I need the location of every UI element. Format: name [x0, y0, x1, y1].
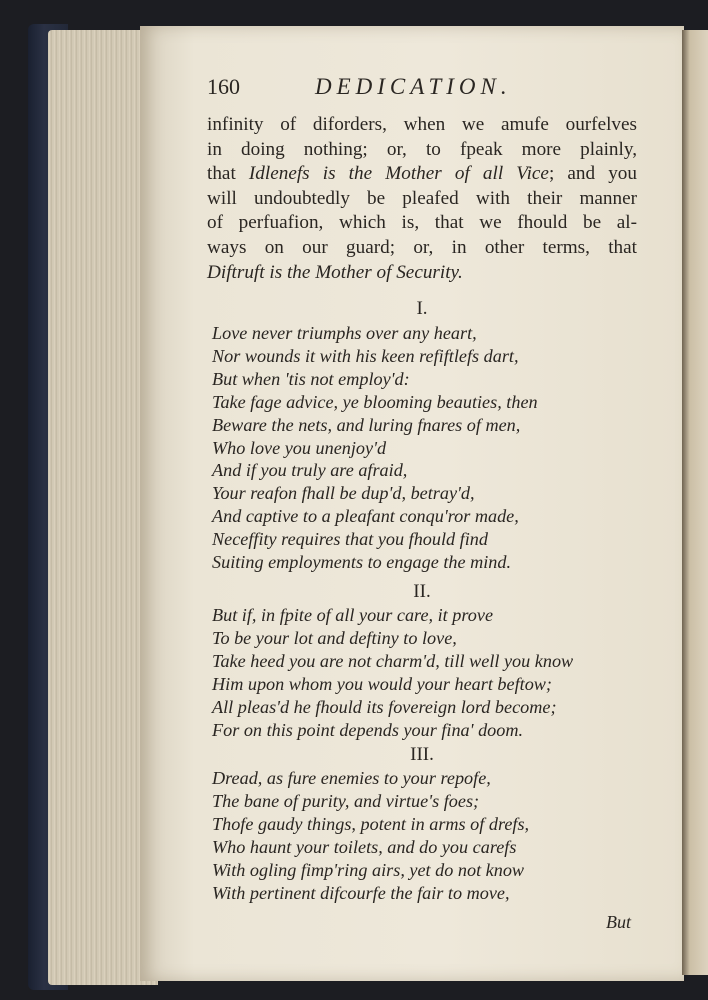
verse-line: Thofe gaudy things, potent in arms of drefs,	[212, 813, 530, 834]
verse-line: Him upon whom you would your heart beftow;	[212, 673, 552, 694]
page-number: 160	[207, 74, 240, 99]
verse-line: Nor wounds it with his keen refiftlefs dart,	[212, 345, 519, 366]
page-header	[207, 74, 647, 104]
verse-line: To be your lot and deftiny to love,	[212, 627, 457, 648]
prose-paragraph	[207, 113, 637, 285]
stanza-number: III.	[410, 744, 434, 765]
running-title: DEDICATION.	[315, 74, 512, 99]
prose-line: will undoubtedly be pleafed with their manner	[207, 187, 637, 209]
prose-line: Diftruft is the Mother of Security.	[207, 261, 463, 283]
verse-line: Take fage advice, ye blooming beauties, then	[212, 391, 538, 412]
prose-line	[207, 162, 637, 187]
verse-line: But when 'tis not employ'd:	[212, 368, 410, 389]
prose-line: infinity of diforders, when we amufe ourfelves	[207, 114, 637, 135]
verse-line: All pleas'd he fhould its fovereign lord become;	[212, 696, 557, 717]
verse-line: With pertinent difcourfe the fair to move,	[212, 882, 510, 903]
verse-line: And if you truly are afraid,	[212, 460, 408, 481]
verse-line: Suiting employments to engage the mind.	[212, 552, 512, 573]
verse-line: With ogling fimp'ring airs, yet do not know	[212, 859, 525, 880]
prose-segment: that	[207, 163, 249, 185]
prose-line: ways on our guard; or, in other terms, that	[207, 236, 637, 258]
verse-line: The bane of purity, and virtue's foes;	[212, 790, 480, 811]
stanza-number: I.	[416, 298, 428, 319]
verse-line: Neceffity requires that you fhould find	[212, 529, 488, 550]
stanza-number: II.	[413, 581, 431, 602]
facing-page-edge	[682, 30, 708, 975]
prose-segment: ; and you	[548, 163, 637, 185]
prose-italic-phrase: Idlenefs is the Mother of all Vice	[248, 163, 549, 185]
verse-line: For on this point depends your fina' doom.	[212, 719, 524, 740]
verse-line: Beware the nets, and luring fnares of men,	[212, 414, 521, 435]
verse-line: Who haunt your toilets, and do you carefs	[212, 836, 517, 857]
prose-line: of perfuafion, which is, that we fhould be al-	[207, 212, 637, 234]
catchword: But	[606, 912, 631, 932]
verse-line: Your reafon fhall be dup'd, betray'd,	[212, 483, 475, 504]
verse-line: Love never triumphs over any heart,	[212, 323, 477, 343]
stanza	[212, 604, 652, 741]
verse-line: Take heed you are not charm'd, till well you know	[212, 650, 574, 671]
stanza	[212, 767, 652, 904]
prose-line: in doing nothing; or, to fpeak more plainly,	[207, 138, 637, 160]
stanza	[212, 322, 652, 574]
verse-line: Who love you unenjoy'd	[212, 437, 387, 458]
verse-line: And captive to a pleafant conqu'ror made,	[212, 506, 519, 527]
verse-line: But if, in fpite of all your care, it prove	[212, 605, 494, 625]
verse-line: Dread, as fure enemies to your repofe,	[212, 768, 491, 788]
